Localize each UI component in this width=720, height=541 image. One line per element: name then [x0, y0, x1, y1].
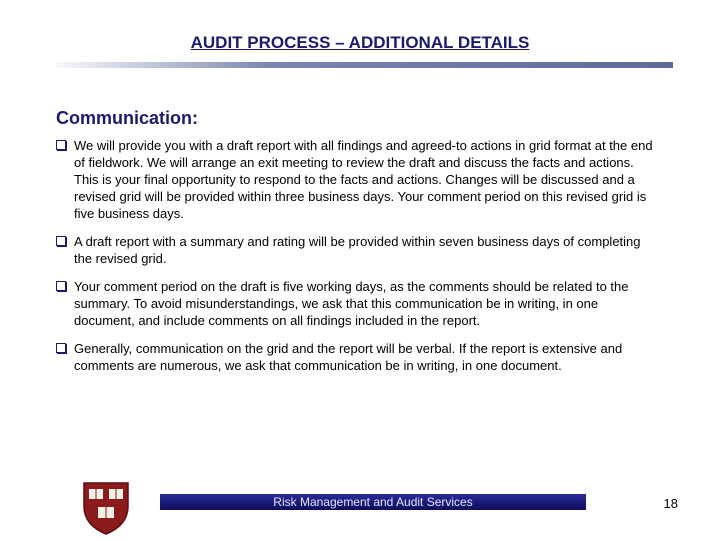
bullet-item	[56, 233, 656, 267]
harvard-shield-logo-icon	[80, 480, 132, 536]
slide-title: AUDIT PROCESS – ADDITIONAL DETAILS	[190, 33, 530, 52]
bullet-text: We will provide you with a draft report with all findings and agreed-to actions in grid format at the end of fieldwork. We will arrange an exit meeting to review the draft and discuss the facts and actions. This is your final opportunity to respond to the facts and actions. Changes will be discussed and a revised grid will be provided within three business days. Your comment period on this revised grid is five business days.	[74, 138, 653, 221]
bullet-text: Your comment period on the draft is five working days, as the comments should be related to the summary. To avoid misunderstandings, we ask that this communication be in writing, in one document, and include comments on all findings included in the report.	[74, 279, 629, 328]
page-number: 18	[663, 496, 678, 511]
square-bullet-icon	[56, 343, 66, 353]
square-bullet-icon	[56, 140, 66, 150]
bullet-text: A draft report with a summary and rating will be provided within seven business days of completing the revised grid.	[74, 234, 641, 266]
footer-department: Risk Management and Audit Services	[273, 495, 473, 509]
square-bullet-icon	[56, 281, 66, 291]
title-divider	[55, 62, 673, 68]
bullet-text: Generally, communication on the grid and the report will be verbal. If the report is extensive and comments are numerous, we ask that communication be in writing, in one document.	[74, 341, 623, 373]
square-bullet-icon	[56, 236, 66, 246]
bullet-item	[56, 340, 656, 374]
bullet-item	[56, 278, 656, 329]
footer-bar	[160, 494, 586, 510]
bullet-list	[56, 137, 656, 385]
section-heading: Communication:	[56, 108, 198, 128]
bullet-item	[56, 137, 656, 222]
